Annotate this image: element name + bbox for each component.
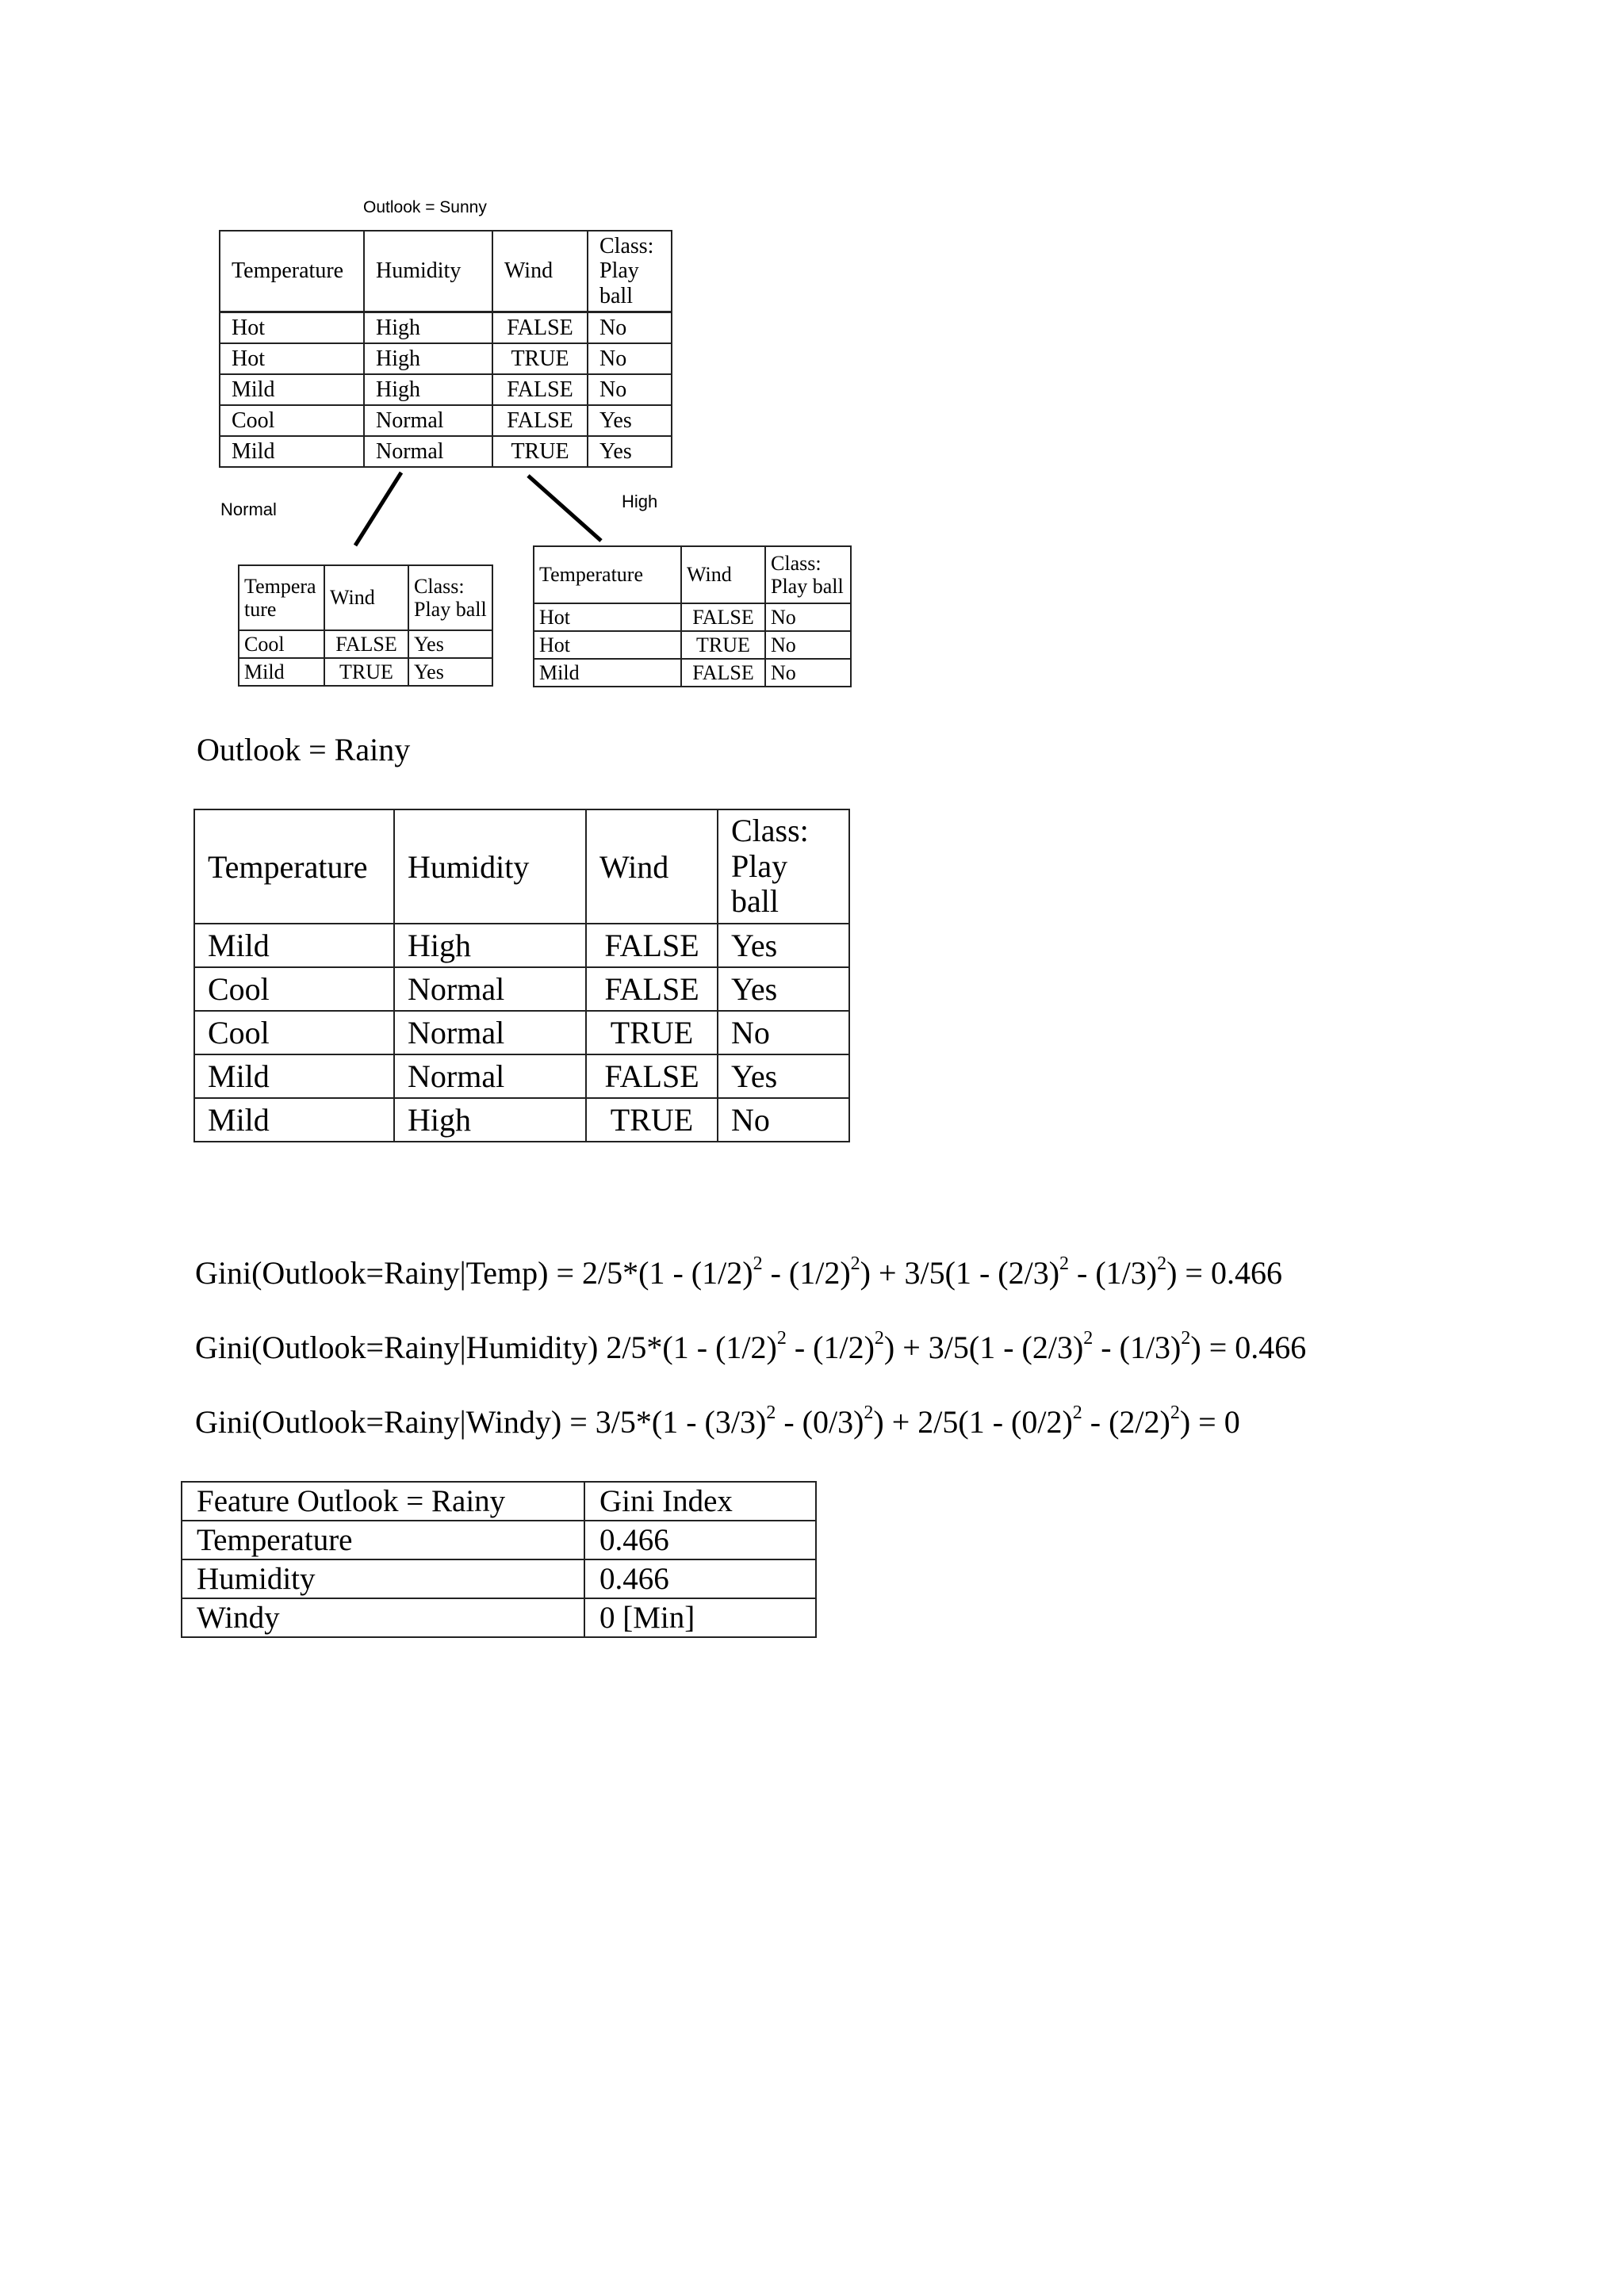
formula-gini-temp (195, 1254, 1282, 1292)
cell: Hot (534, 603, 681, 631)
formula-text: ) = 0.466 (1166, 1255, 1282, 1291)
rainy-table (193, 809, 850, 1142)
cell: No (765, 603, 851, 631)
cell: Hot (220, 312, 364, 344)
formula-text: Gini(Outlook=Rainy|Windy) = 3/5*(1 - (3/3) (195, 1404, 767, 1440)
cell: High (364, 343, 492, 374)
header-cell: Class: Play ball (765, 546, 851, 603)
cell: TRUE (324, 658, 408, 686)
cell: High (394, 924, 586, 967)
formula-text: ) + 3/5(1 - (2/3) (883, 1330, 1084, 1365)
header-cell: Wind (586, 809, 718, 924)
cell: No (718, 1098, 849, 1142)
header-cell: Wind (681, 546, 765, 603)
cell: TRUE (586, 1098, 718, 1142)
cell: No (718, 1011, 849, 1054)
cell: TRUE (492, 343, 588, 374)
branch-line-normal (355, 473, 401, 545)
table-header-row (182, 1482, 816, 1521)
table-row (239, 630, 492, 658)
formula-text: Gini(Outlook=Rainy|Humidity) 2/5*(1 - (1/2) (195, 1330, 777, 1365)
formula-text: ) + 2/5(1 - (0/2) (873, 1404, 1073, 1440)
cell: 0.466 (584, 1559, 816, 1598)
cell: Temperature (182, 1521, 584, 1559)
cell: Mild (194, 1054, 394, 1098)
formula-text: - (2/2) (1082, 1404, 1170, 1440)
cell: Normal (394, 1054, 586, 1098)
cell: TRUE (492, 436, 588, 467)
exponent: 2 (874, 1328, 884, 1349)
header-cell: Tempera ture (239, 565, 324, 630)
cell: Mild (194, 924, 394, 967)
cell: No (765, 631, 851, 659)
gini-summary-table (181, 1481, 817, 1638)
table-row (534, 631, 851, 659)
cell: FALSE (492, 374, 588, 405)
exponent: 2 (1157, 1253, 1167, 1274)
header-cell: Humidity (364, 231, 492, 312)
sunny-label: Outlook = Sunny (363, 198, 487, 216)
header-cell: Temperature (220, 231, 364, 312)
cell: Cool (194, 967, 394, 1011)
table-row (194, 1054, 849, 1098)
header-cell: Gini Index (584, 1482, 816, 1521)
table-row (194, 967, 849, 1011)
cell: Mild (220, 374, 364, 405)
cell: No (588, 374, 672, 405)
cell: Windy (182, 1598, 584, 1637)
cell: Normal (394, 967, 586, 1011)
cell: 0.466 (584, 1521, 816, 1559)
header-cell: Class: Play ball (408, 565, 492, 630)
cell: High (394, 1098, 586, 1142)
cell: FALSE (681, 603, 765, 631)
branch-label-normal: Normal (220, 499, 277, 519)
rainy-label: Outlook = Rainy (197, 732, 411, 767)
normal-branch-table (238, 564, 493, 687)
cell: Normal (364, 405, 492, 436)
cell: Yes (588, 436, 672, 467)
cell: Cool (220, 405, 364, 436)
table-row (194, 1011, 849, 1054)
exponent: 2 (1083, 1328, 1094, 1349)
cell: FALSE (324, 630, 408, 658)
cell: FALSE (586, 1054, 718, 1098)
exponent: 2 (864, 1402, 874, 1423)
header-cell: Class: Play ball (718, 809, 849, 924)
formula-text: ) = 0 (1179, 1404, 1240, 1440)
formula-text: - (1/2) (786, 1330, 875, 1365)
table-row (534, 603, 851, 631)
cell: FALSE (492, 405, 588, 436)
cell: Normal (364, 436, 492, 467)
cell: TRUE (586, 1011, 718, 1054)
branch-line-high (528, 476, 601, 541)
cell: High (364, 312, 492, 344)
cell: FALSE (492, 312, 588, 344)
cell: Mild (534, 659, 681, 687)
cell: Hot (534, 631, 681, 659)
table-header-row (534, 546, 851, 603)
header-cell: Class: Play ball (588, 231, 672, 312)
branch-lines (0, 0, 1624, 634)
cell: FALSE (586, 924, 718, 967)
cell: No (588, 312, 672, 344)
exponent: 2 (1072, 1402, 1082, 1423)
table-row (182, 1559, 816, 1598)
exponent: 2 (850, 1253, 860, 1274)
cell: Yes (588, 405, 672, 436)
cell: FALSE (681, 659, 765, 687)
table-row (194, 1098, 849, 1142)
header-cell: Humidity (394, 809, 586, 924)
cell: Mild (220, 436, 364, 467)
cell: No (765, 659, 851, 687)
cell: Yes (408, 658, 492, 686)
branch-label-high: High (622, 492, 658, 511)
cell: Yes (718, 967, 849, 1011)
formula-gini-humidity (195, 1329, 1306, 1366)
formula-text: - (1/2) (762, 1255, 851, 1291)
table-row (194, 924, 849, 967)
cell: Humidity (182, 1559, 584, 1598)
formula-text: ) + 3/5(1 - (2/3) (860, 1255, 1060, 1291)
formula-text: - (1/3) (1069, 1255, 1158, 1291)
cell: Cool (239, 630, 324, 658)
header-cell: Feature Outlook = Rainy (182, 1482, 584, 1521)
formula-text: - (0/3) (776, 1404, 864, 1440)
cell: No (588, 343, 672, 374)
cell: High (364, 374, 492, 405)
exponent: 2 (766, 1402, 776, 1423)
table-header-row (239, 565, 492, 630)
cell: Yes (718, 1054, 849, 1098)
cell: Normal (394, 1011, 586, 1054)
cell: Cool (194, 1011, 394, 1054)
header-cell: Wind (324, 565, 408, 630)
cell: FALSE (586, 967, 718, 1011)
cell: Yes (408, 630, 492, 658)
exponent: 2 (1170, 1402, 1180, 1423)
cell: 0 [Min] (584, 1598, 816, 1637)
formula-text: Gini(Outlook=Rainy|Temp) = 2/5*(1 - (1/2) (195, 1255, 753, 1291)
formula-gini-windy (195, 1403, 1240, 1441)
cell: Yes (718, 924, 849, 967)
header-cell: Temperature (194, 809, 394, 924)
header-cell: Temperature (534, 546, 681, 603)
exponent: 2 (753, 1253, 763, 1274)
table-row (182, 1598, 816, 1637)
cell: Hot (220, 343, 364, 374)
formula-text: ) = 0.466 (1190, 1330, 1307, 1365)
table-header-row (194, 809, 849, 924)
exponent: 2 (1059, 1253, 1070, 1274)
cell: Mild (239, 658, 324, 686)
high-branch-table (533, 545, 852, 687)
table-row (534, 659, 851, 687)
exponent: 2 (1181, 1328, 1191, 1349)
cell: TRUE (681, 631, 765, 659)
formula-text: - (1/3) (1093, 1330, 1182, 1365)
table-row (182, 1521, 816, 1559)
exponent: 2 (776, 1328, 787, 1349)
header-cell: Wind (492, 231, 588, 312)
table-row (239, 658, 492, 686)
cell: Mild (194, 1098, 394, 1142)
